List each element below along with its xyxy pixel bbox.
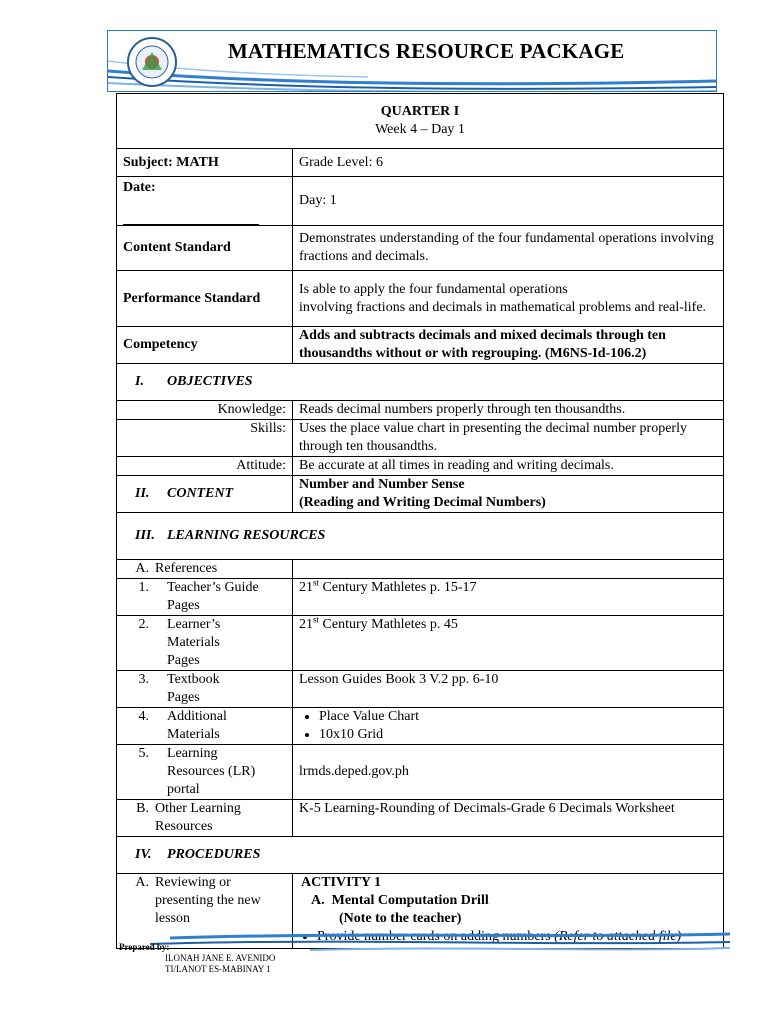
resource-label-cell — [117, 708, 293, 745]
resource-value: lrmds.deped.gov.ph — [293, 745, 724, 800]
quarter-cell — [117, 94, 724, 149]
competency-text: Adds and subtracts decimals and mixed decimals through ten thousandths without or with regrouping. (M6NS-Id-106.2) — [293, 327, 724, 364]
performance-standard-row — [117, 271, 724, 327]
objectives-heading-row — [117, 364, 724, 401]
resource-value-post: Century Mathletes p. 15-17 — [319, 580, 477, 595]
grade-level-cell: Grade Level: 6 — [293, 149, 724, 177]
resource-value-sup: st — [313, 614, 320, 625]
subject-cell: Subject: MATH — [117, 149, 293, 177]
preparer-position: TI/LANOT ES-MABINAY 1 — [165, 964, 271, 974]
preparer-name: ILONAH JANE E. AVENIDO — [165, 953, 276, 963]
content-cell — [293, 476, 724, 513]
content-heading — [117, 476, 293, 513]
resource-value-post: Century Mathletes p. 45 — [319, 617, 458, 632]
quarter-label: QUARTER I — [380, 104, 460, 119]
learning-resources-title: LEARNING RESOURCES — [167, 528, 326, 543]
content-row — [117, 476, 724, 513]
objective-row — [117, 457, 724, 476]
resource-label: Learning Resources (LR) portal — [167, 746, 256, 797]
objective-text: Be accurate at all times in reading and writing decimals. — [293, 457, 724, 476]
performance-standard-line1: Is able to apply the four fundamental operations — [299, 281, 568, 297]
references-value — [293, 560, 724, 579]
performance-standard-label: Performance Standard — [117, 271, 293, 327]
day-cell: Day: 1 — [293, 177, 724, 226]
objective-row — [117, 420, 724, 457]
resource-label-cell — [117, 671, 293, 708]
references-label: References — [155, 561, 218, 576]
date-blank-line — [123, 206, 259, 225]
resource-label: Teacher’s Guide Pages — [167, 580, 259, 613]
resource-value-pre: 21 — [299, 580, 313, 595]
references-number: A. — [135, 561, 149, 576]
objective-text: Uses the place value chart in presenting the decimal number properly through ten thousandths. — [293, 420, 724, 457]
references-row — [117, 560, 724, 579]
other-resources-value: K-5 Learning-Rounding of Decimals-Grade 6 Decimals Worksheet — [293, 800, 724, 837]
performance-standard-line2: involving fractions and decimals in mathematical problems and real-life. — [299, 299, 707, 315]
drill-title: Mental Computation Drill — [331, 893, 489, 908]
performance-standard-cell — [293, 271, 724, 327]
prepared-by-block — [119, 942, 275, 975]
objective-text: Reads decimal numbers properly through ten thousandths. — [293, 401, 724, 420]
deped-seal-icon — [126, 36, 178, 88]
content-standard-text: Demonstrates understanding of the four fundamental operations involving fractions and decimals. — [293, 226, 724, 271]
drill-number: A. — [311, 893, 325, 908]
week-day-label: Week 4 – Day 1 — [375, 122, 465, 137]
page-title: MATHEMATICS RESOURCE PACKAGE — [228, 39, 625, 63]
materials-list — [299, 708, 717, 744]
objective-label: Skills: — [117, 420, 293, 457]
objectives-heading — [117, 364, 724, 401]
resource-row — [117, 616, 724, 671]
objectives-number: I. — [135, 374, 144, 389]
other-resources-number: B. — [136, 801, 149, 816]
header-banner — [107, 30, 717, 92]
date-row — [117, 177, 724, 226]
activity-title: ACTIVITY 1 — [301, 875, 381, 890]
procedures-heading-row — [117, 837, 724, 874]
resource-label-cell — [117, 745, 293, 800]
resource-number: 2. — [138, 617, 149, 632]
references-cell — [117, 560, 293, 579]
date-cell — [117, 177, 293, 226]
resource-value — [293, 708, 724, 745]
resource-value — [293, 579, 724, 616]
bullet-text: Provide number cards on adding numbers — [317, 929, 555, 944]
drill-title-line — [299, 892, 717, 910]
procedure-number: A. — [135, 875, 149, 890]
resource-row — [117, 708, 724, 745]
resource-value-sup: st — [313, 577, 320, 588]
resource-row — [117, 579, 724, 616]
objective-label: Knowledge: — [117, 401, 293, 420]
objective-row — [117, 401, 724, 420]
resource-number: 3. — [138, 672, 149, 687]
learning-resources-heading-row — [117, 513, 724, 560]
resource-label: Additional Materials — [167, 709, 227, 742]
objectives-title: OBJECTIVES — [167, 374, 253, 389]
content-standard-label: Content Standard — [117, 226, 293, 271]
teacher-note: (Note to the teacher) — [339, 911, 462, 926]
resource-value-pre: 21 — [299, 617, 313, 632]
resource-label-cell — [117, 579, 293, 616]
content-line2: (Reading and Writing Decimal Numbers) — [299, 495, 546, 510]
resource-row — [117, 745, 724, 800]
quarter-row — [117, 94, 724, 149]
other-resources-label: Other Learning Resources — [155, 801, 241, 834]
subject-row — [117, 149, 724, 177]
learning-resources-number: III. — [135, 528, 155, 543]
content-line1: Number and Number Sense — [299, 477, 465, 492]
competency-label: Competency — [117, 327, 293, 364]
bullet-reference: (Refer to attached file) — [554, 929, 682, 944]
list-item: • Place Value Chart — [319, 708, 717, 726]
competency-row — [117, 327, 724, 364]
procedures-number: IV. — [135, 847, 152, 862]
resource-value: Lesson Guides Book 3 V.2 pp. 6-10 — [293, 671, 724, 708]
date-label: Date: — [123, 180, 156, 195]
procedure-label: Reviewing or presenting the new lesson — [155, 875, 261, 926]
procedures-title: PROCEDURES — [167, 847, 261, 862]
resource-row — [117, 671, 724, 708]
resource-number: 5. — [138, 746, 149, 761]
prepared-by-label: Prepared by: — [119, 942, 170, 952]
list-item: • 10x10 Grid — [319, 726, 717, 744]
content-title: CONTENT — [167, 486, 234, 501]
procedures-heading — [117, 837, 724, 874]
lesson-plan-table — [116, 93, 724, 949]
other-resources-row — [117, 800, 724, 837]
other-resources-label-cell — [117, 800, 293, 837]
resource-number: 4. — [138, 709, 149, 724]
resource-label-cell — [117, 616, 293, 671]
learning-resources-heading — [117, 513, 724, 560]
resource-value — [293, 616, 724, 671]
resource-label: Learner’s Materials Pages — [167, 617, 221, 668]
resource-number: 1. — [138, 580, 149, 595]
objective-label: Attitude: — [117, 457, 293, 476]
content-standard-row — [117, 226, 724, 271]
content-number: II. — [135, 486, 150, 501]
resource-label: Textbook Pages — [167, 672, 220, 705]
